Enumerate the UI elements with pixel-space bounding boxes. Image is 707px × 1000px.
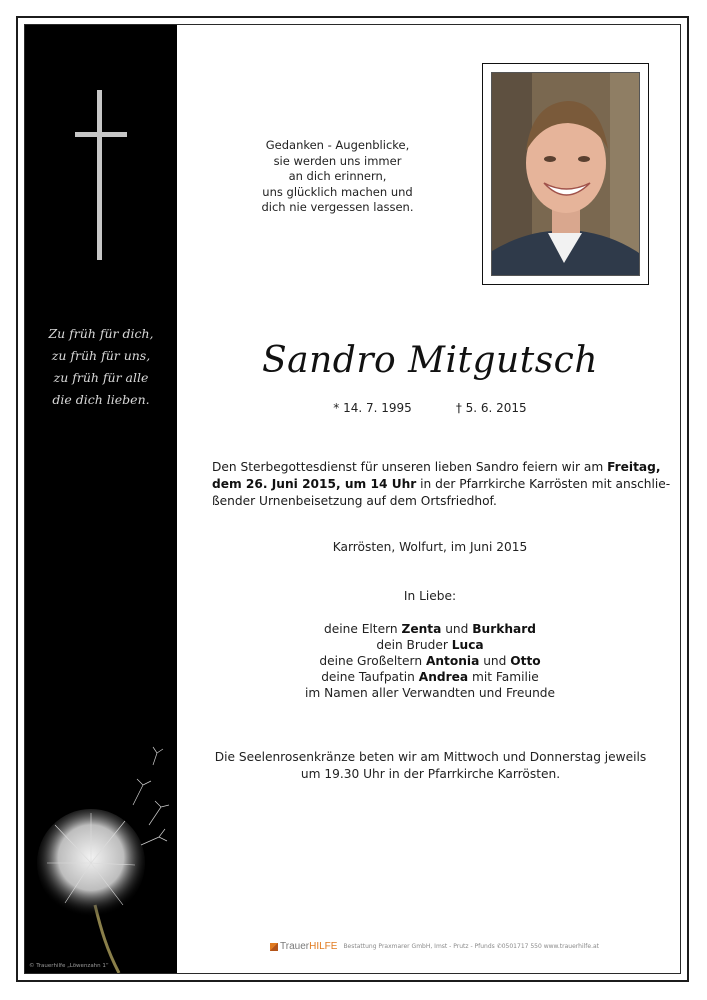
rosary-notice [212,749,649,783]
mourner-text: deine Taufpatin [321,670,419,684]
mourner-name: Antonia [425,654,480,668]
death-date: † 5. 6. 2015 [455,401,527,415]
poem-line: zu früh für uns, [51,348,151,363]
quote-line: sie werden uns immer [273,153,402,168]
image-credit: © Trauerhilfe „Löwenzahn 1“ [29,963,109,969]
deceased-name: Sandro Mitgutsch [261,340,599,381]
quote-line: uns glücklich machen und [262,184,413,199]
mourner-name: Zenta [401,622,442,636]
brand-part: HILFE [309,941,338,952]
dandelion-image [25,745,177,973]
mourner-text: deine Eltern [324,622,402,636]
mourner-name: Otto [510,654,541,668]
announcement-text: in der Pfarrkirche Karrösten mit anschlie- [416,477,671,491]
mourner-line: im Namen aller Verwandten und Freunde [304,686,556,700]
quote-line: Gedanken - Augenblicke, [265,138,410,152]
birth-date: * 14. 7. 1995 [333,401,412,415]
mourner-line [230,621,630,637]
portrait-image [492,73,639,275]
rosary-line: um 19.30 Uhr in der Pfarrkirche Karrösten. [300,767,561,781]
memorial-sidebar [25,25,177,973]
mourner-name: Burkhard [472,622,536,636]
rosary-line: Die Seelenrosenkränze beten wir am Mittwoch und Donnerstag jeweils [214,750,647,764]
announcement-text: Den Sterbegottesdienst für unseren lieben Sandro feiern wir am [212,460,608,474]
quote-line: an dich erinnern, [288,169,387,183]
mourner-name: Andrea [418,670,469,684]
trauerhilfe-logo-icon [270,943,278,951]
announcement-line: ßender Urnenbeisetzung auf dem Ortsfriedhof. [212,494,497,508]
mourner-text: und [441,622,473,636]
announcement-line [212,476,671,493]
in-liebe-heading: In Liebe: [403,589,457,603]
mourner-line [230,637,630,653]
mourner-text: mit Familie [468,670,539,684]
mourners-list [230,621,630,701]
mourner-text: deine Großeltern [319,654,426,668]
cross-icon [75,90,127,260]
footer-contact: Bestattung Praxmarer GmbH, Imst - Prutz - Pfunds ✆0501717 550 www.trauerhilfe.at [343,943,600,950]
life-dates [230,401,630,415]
quote-line: dich nie vergessen lassen. [261,200,414,214]
announcement-emphasis: Freitag, [607,460,661,474]
portrait-frame [482,63,649,285]
mourner-text: und [479,654,511,668]
portrait-photo [491,72,640,276]
footer-brand [280,941,337,952]
announcement-line [212,459,661,476]
mourner-text: dein Bruder [376,638,452,652]
mourner-name: Luca [451,638,484,652]
poem-line: zu früh für alle [53,370,149,385]
footer [270,941,600,955]
poem-line: die dich lieben. [52,392,150,407]
mourner-line [230,669,630,685]
memorial-quote [255,138,420,216]
poem-line: Zu früh für dich, [48,326,154,341]
sidebar-poem [25,323,177,411]
mourner-line [230,653,630,669]
place-and-date: Karrösten, Wolfurt, im Juni 2015 [332,540,528,554]
brand-part: Trauer [280,941,310,952]
funeral-announcement [212,459,671,510]
announcement-emphasis: dem 26. Juni 2015, um 14 Uhr [212,477,417,491]
